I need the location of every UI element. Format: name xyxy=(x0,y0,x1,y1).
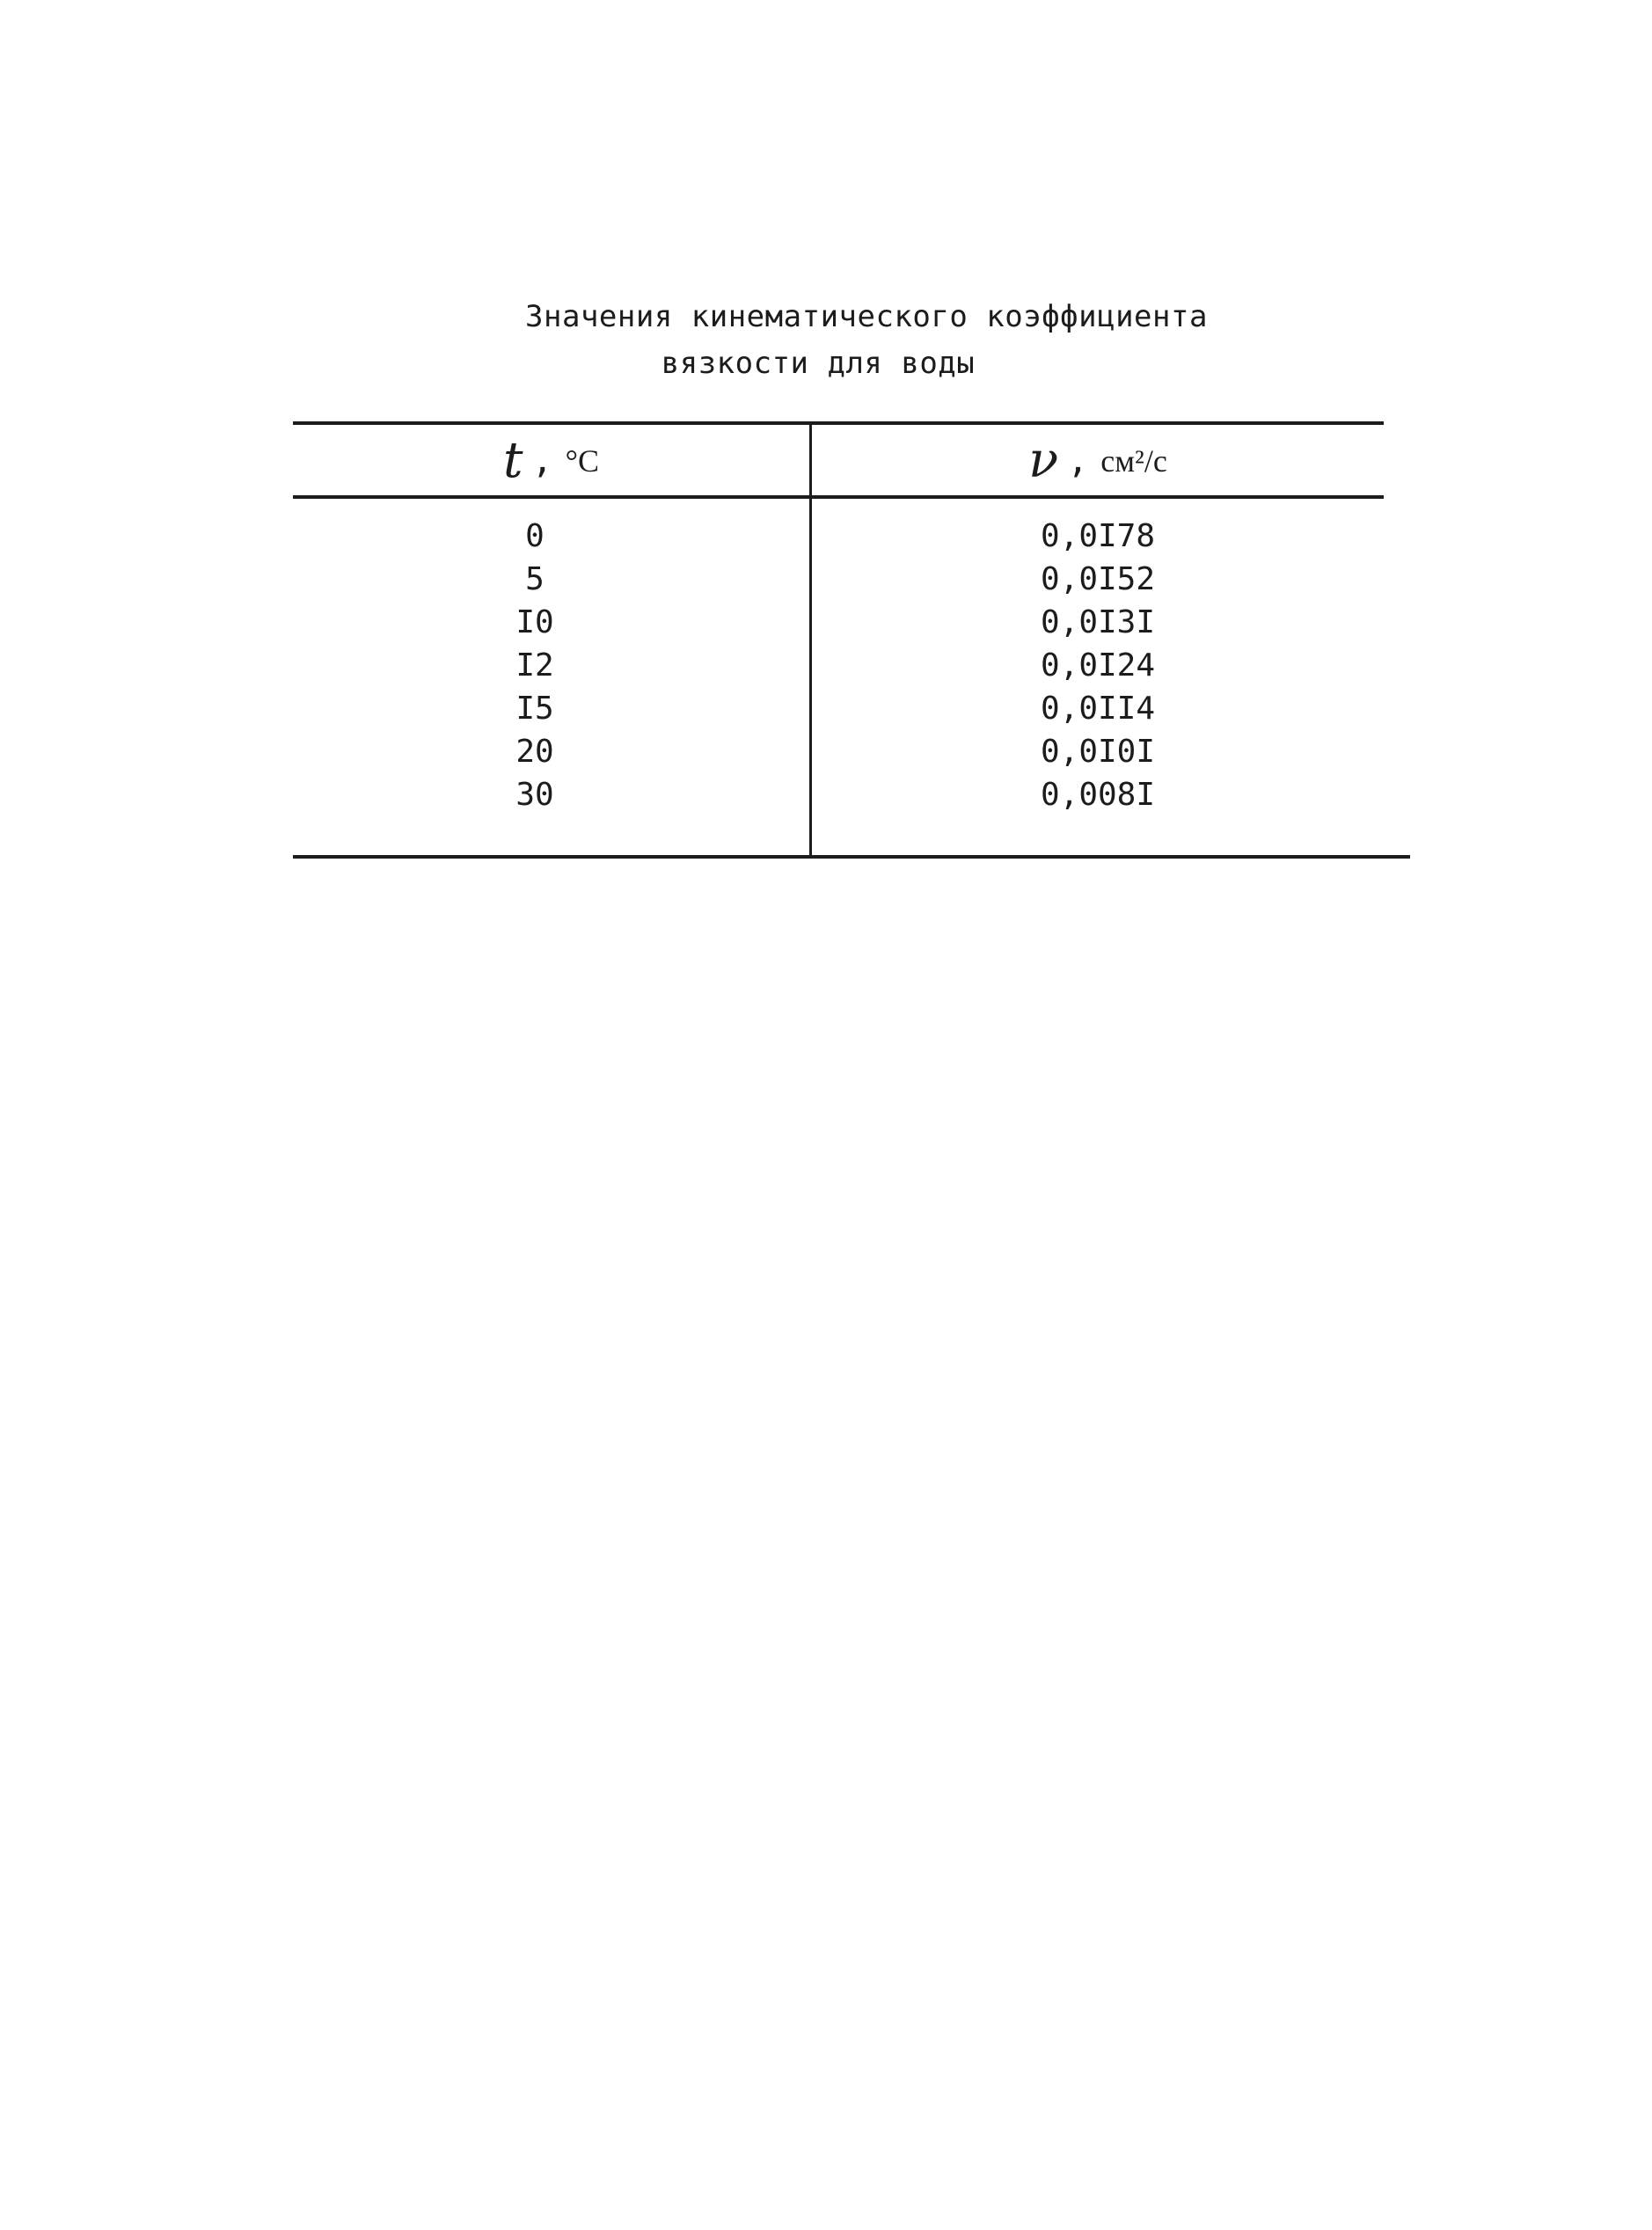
table-cell-temperature: I0 xyxy=(515,604,554,640)
table-cell-temperature: 5 xyxy=(525,561,545,597)
table-cell-temperature: 20 xyxy=(515,734,554,770)
table-cell-viscosity: 0,0I78 xyxy=(1040,518,1156,554)
table-header-rule xyxy=(293,495,1384,499)
header-temperature xyxy=(293,429,809,493)
table-top-rule xyxy=(293,421,1384,425)
table-cell-temperature: 0 xyxy=(525,518,545,554)
table-title-line-1: Значения кинематического коэффициента xyxy=(525,299,1208,334)
temperature-column xyxy=(293,515,777,816)
temperature-symbol: t xyxy=(502,432,523,489)
table-title-line-2: вязкости для воды xyxy=(661,346,976,381)
temperature-separator: , xyxy=(531,441,553,481)
table-cell-temperature: 30 xyxy=(515,777,554,813)
header-viscosity xyxy=(812,429,1384,493)
viscosity-separator: , xyxy=(1067,441,1089,481)
table-cell-viscosity: 0,0I52 xyxy=(1040,561,1156,597)
table-cell-temperature: I5 xyxy=(515,691,554,727)
table-cell-temperature: I2 xyxy=(515,647,554,684)
table-cell-viscosity: 0,008I xyxy=(1040,777,1156,813)
temperature-unit: °C xyxy=(565,443,600,479)
viscosity-unit: см²/с xyxy=(1100,443,1167,479)
table-cell-viscosity: 0,0II4 xyxy=(1040,691,1156,727)
table-bottom-rule xyxy=(293,855,1410,859)
table-cell-viscosity: 0,0I3I xyxy=(1040,604,1156,640)
viscosity-column xyxy=(812,515,1384,816)
viscosity-symbol: ν xyxy=(1028,432,1059,489)
table-cell-viscosity: 0,0I0I xyxy=(1040,734,1156,770)
table-cell-viscosity: 0,0I24 xyxy=(1040,647,1156,684)
